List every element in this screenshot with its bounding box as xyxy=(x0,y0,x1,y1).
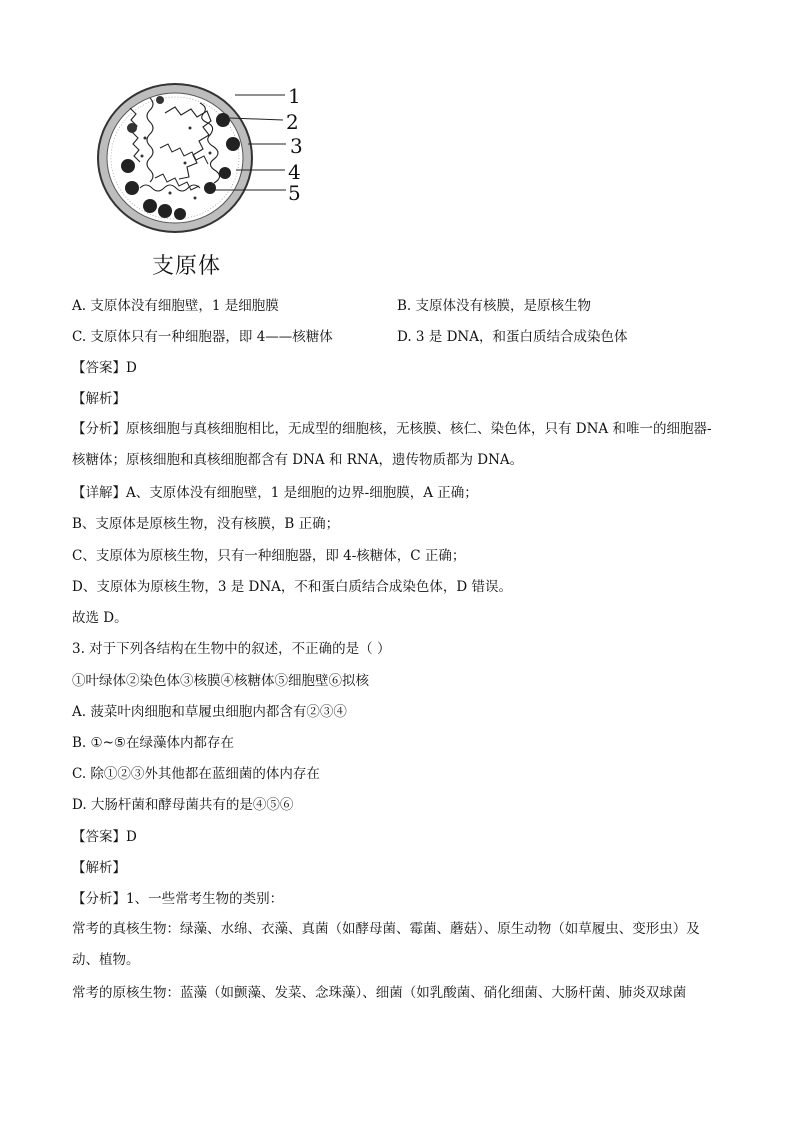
q2-analysis-heading: 【解析】 xyxy=(72,391,126,407)
ribosome xyxy=(156,96,164,104)
ribosome xyxy=(219,167,231,179)
ribosome xyxy=(226,137,240,151)
q2-option-a: A. 支原体没有细胞壁，1 是细胞膜 xyxy=(72,298,279,314)
q2-answer: 【答案】D xyxy=(72,360,137,376)
q3-option-d: D. 大肠杆菌和酵母菌共有的是④⑤⑥ xyxy=(72,797,294,813)
cell-membrane xyxy=(107,93,243,223)
q3-items: ①叶绿体②染色体③核膜④核糖体⑤细胞壁⑥拟核 xyxy=(72,673,369,689)
q2-detail-line: B、支原体是原核生物，没有核膜，B 正确； xyxy=(72,516,340,532)
ribosome xyxy=(125,181,139,195)
figure-label-2: 2 xyxy=(286,110,299,134)
q3-option-a: A. 菠菜叶肉细胞和草履虫细胞内都含有②③④ xyxy=(72,704,347,720)
figure-label-5: 5 xyxy=(288,181,301,205)
q3-prokaryote-text: 常考的原核生物：蓝藻（如颤藻、发菜、念珠藻）、细菌（如乳酸菌、硝化细菌、大肠杆菌、肺炎双球菌 xyxy=(72,985,687,1001)
q3-option-b: B. ①~⑤在绿藻体内都存在 xyxy=(72,735,235,751)
ribosome xyxy=(216,113,230,127)
q3-analysis-text: 【分析】1、一些常考生物的类别： xyxy=(72,891,284,907)
q2-analysis-text: 【分析】原核细胞与真核细胞相比，无成型的细胞核，无核膜、核仁、染色体，只有 DNA 和唯一的细胞器-核糖体；原核细胞和真核细胞都含有 DNA 和 RNA，遗传物质都为 DNA。 xyxy=(72,421,712,468)
figure-label-3: 3 xyxy=(290,134,303,158)
mycoplasma-figure xyxy=(90,68,320,283)
q3-answer: 【答案】D xyxy=(72,829,137,845)
figure-label-4: 4 xyxy=(288,160,301,184)
q2-option-c: C. 支原体只有一种细胞器，即 4——核糖体 xyxy=(72,329,333,345)
ribosome xyxy=(143,199,157,213)
figure-caption: 支原体 xyxy=(152,254,222,279)
q3-eukaryote-text: 常考的真核生物：绿藻、水绵、衣藻、真菌（如酵母菌、霉菌、蘑菇）、原生动物（如草履虫、变形虫）及动、植物。 xyxy=(72,921,700,968)
q3-analysis-heading: 【解析】 xyxy=(72,860,126,876)
ribosome xyxy=(158,204,172,218)
q2-detail-line: 【详解】A、支原体没有细胞壁，1 是细胞的边界-细胞膜，A 正确； xyxy=(72,485,478,501)
figure-label-1: 1 xyxy=(288,84,301,108)
ribosome xyxy=(204,182,216,194)
q3-stem: 3. 对于下列各结构在生物中的叙述，不正确的是（ ） xyxy=(72,641,391,657)
q2-conclusion: 故选 D。 xyxy=(72,610,128,626)
q2-option-b: B. 支原体没有核膜，是原核生物 xyxy=(397,298,592,314)
ribosome xyxy=(127,123,137,133)
ribosome xyxy=(121,159,135,173)
q2-detail-line: D、支原体为原核生物，3 是 DNA，不和蛋白质结合成染色体，D 错误。 xyxy=(72,579,512,595)
q2-detail-line: C、支原体为原核生物，只有一种细胞器，即 4-核糖体，C 正确； xyxy=(72,548,466,564)
ribosome xyxy=(174,208,186,220)
q3-option-c: C. 除①②③外其他都在蓝细菌的体内存在 xyxy=(72,766,320,782)
q2-option-d: D. 3 是 DNA，和蛋白质结合成染色体 xyxy=(397,329,628,345)
